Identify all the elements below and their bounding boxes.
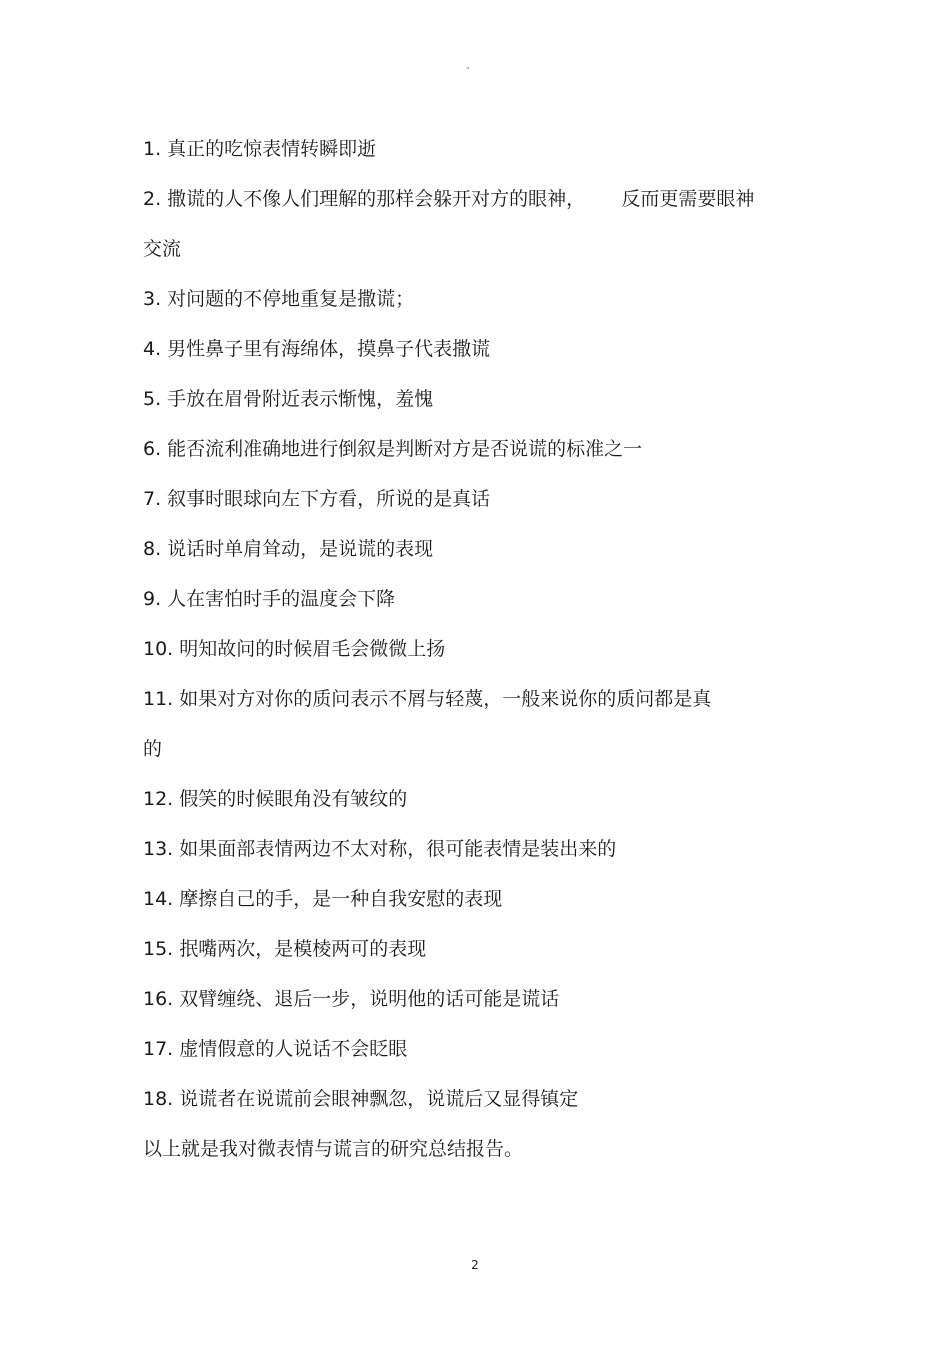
document-body <box>143 124 823 1174</box>
list-item: 11. 如果对方对你的质问表示不屑与轻蔑，一般来说你的质问都是真 的 <box>143 688 712 760</box>
list-item: 15. 抿嘴两次，是模棱两可的表现 <box>143 938 427 960</box>
list-item: 10. 明知故问的时候眉毛会微微上扬 <box>143 638 446 660</box>
list-item: 5. 手放在眉骨附近表示惭愧，羞愧 <box>143 388 434 410</box>
list-item: 12. 假笑的时候眼角没有皱纹的 <box>143 788 408 810</box>
list-item: 13. 如果面部表情两边不太对称，很可能表情是装出来的 <box>143 838 617 860</box>
list-item: 7. 叙事时眼球向左下方看，所说的是真话 <box>143 488 491 510</box>
list-item: 6. 能否流利准确地进行倒叙是判断对方是否说谎的标准之一 <box>143 438 643 460</box>
list-item: 4. 男性鼻子里有海绵体，摸鼻子代表撒谎 <box>143 338 491 360</box>
list-item: 17. 虚情假意的人说话不会眨眼 <box>143 1038 408 1060</box>
header-mark: " <box>466 66 470 75</box>
list-item: 8. 说话时单肩耸动，是说谎的表现 <box>143 538 434 560</box>
list-item: 9. 人在害怕时手的温度会下降 <box>143 588 396 610</box>
list-item: 2. 撒谎的人不像人们理解的那样会躲开对方的眼神， 反而更需要眼神 交流 <box>143 188 755 260</box>
list-item: 1. 真正的吃惊表情转瞬即逝 <box>143 138 377 160</box>
page-number: 2 <box>471 1258 479 1272</box>
list-item: 3. 对问题的不停地重复是撒谎； <box>143 288 415 310</box>
list-item: 14. 摩擦自己的手，是一种自我安慰的表现 <box>143 888 503 910</box>
summary-text: 以上就是我对微表情与谎言的研究总结报告。 <box>143 1138 524 1160</box>
list-item: 16. 双臂缠绕、退后一步，说明他的话可能是谎话 <box>143 988 560 1010</box>
list-item: 18. 说谎者在说谎前会眼神飘忽，说谎后又显得镇定 <box>143 1088 579 1110</box>
